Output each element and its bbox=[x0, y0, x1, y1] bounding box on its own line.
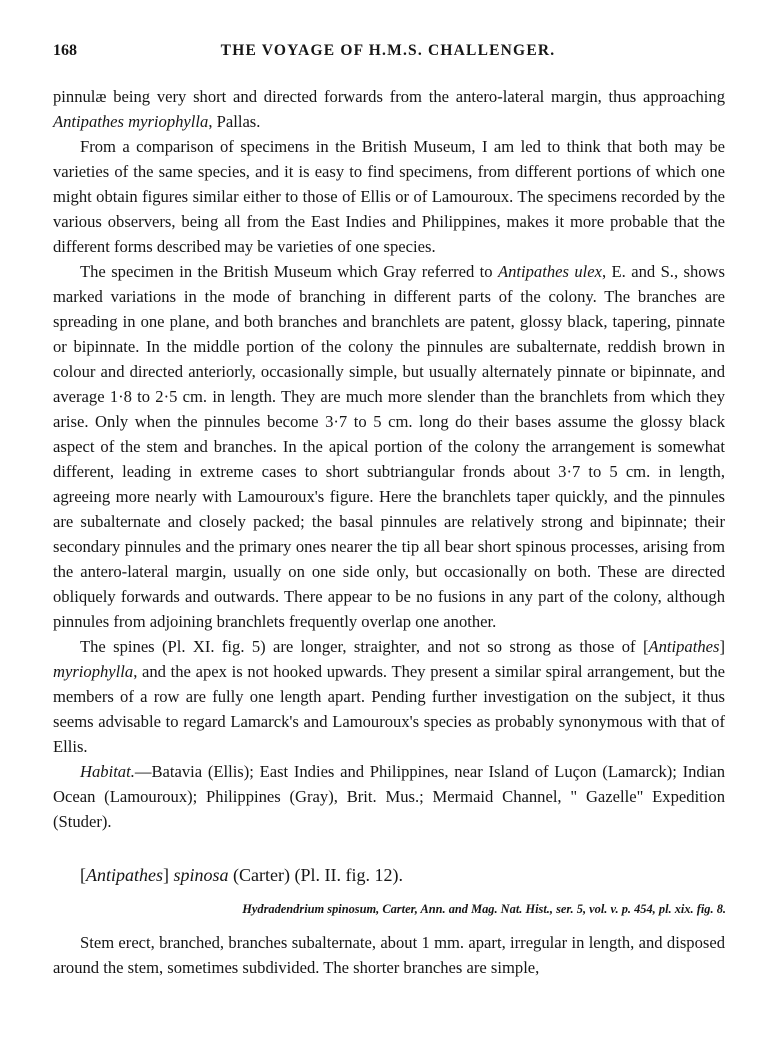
paragraph-1-text-b: , Pallas. bbox=[208, 112, 261, 131]
paragraph-4 bbox=[53, 634, 725, 759]
species-description bbox=[53, 930, 725, 980]
paragraph-4-text-b: ] bbox=[719, 637, 725, 656]
paragraph-habitat bbox=[53, 759, 725, 834]
paragraph-4-italic-2: myriophylla bbox=[53, 662, 134, 681]
habitat-text: —Batavia (Ellis); East Indies and Philippines, near Island of Luçon (Lamarck); Indian Ocean (Lamouroux); Philippines (Gray), Brit. Mus.; Mermaid Channel, " Gazelle" Expedition (Studer). bbox=[53, 762, 725, 831]
paragraph-4-italic-1: Antipathes bbox=[648, 637, 720, 656]
heading-genus: Antipathes bbox=[86, 865, 163, 885]
paragraph-1 bbox=[53, 84, 725, 134]
heading-rest: (Carter) (Pl. II. fig. 12). bbox=[228, 865, 403, 885]
species-heading bbox=[80, 865, 403, 886]
paragraph-4-text-a: The spines (Pl. XI. fig. 5) are longer, straighter, and not so strong as those of [ bbox=[80, 637, 649, 656]
paragraph-3-italic-1: Antipathes ulex bbox=[497, 262, 602, 281]
heading-species: spinosa bbox=[173, 865, 229, 885]
paragraph-3-text-b: , E. and S., shows marked variations in the mode of branching in different parts of the colony. The branches are spreading in one plane, and both branches and branchlets are patent, glossy black, tapering, pinnate or bipinnate. In the middle portion of the colony the pinnules are subalternate, reddish brown in colour and directed anteriorly, occasionally simple, but usually alternately pinnate or bipinnate, and average 1·8 to 2·5 cm. in length. They are much more slender than the branchlets from which they arise. Only when the pinnules become 3·7 to 5 cm. long do their bases assume the glossy black aspect of the stem and branches. In the apical portion of the colony the arrangement is somewhat different, leading in extreme cases to short subtriangular fronds about 3·7 to 5 cm. in length, agreeing more nearly with Lamouroux's figure. Here the branchlets taper quickly, and the pinnules are subalternate and closely packed; the basal pinnules are relatively strong and bipinnate; their secondary pinnules and the primary ones nearer the tip all bear short spinous processes, arising from the antero-lateral margin, usually on one side only, but occasionally on both. These are directed obliquely forwards and outwards. There appear to be no fusions in any part of the colony, although pinnules from adjoining branchlets frequently overlap one another. bbox=[53, 262, 725, 631]
heading-bracket-open: [ bbox=[80, 865, 86, 885]
paragraph-4-text-c: , and the apex is not hooked upwards. They present a similar spiral arrangement, but the members of a row are fully one length apart. Pending further investigation on the subject, it thus seems advisable to regard Lamarck's and Lamouroux's species as probably synonymous with that of Ellis. bbox=[53, 662, 725, 756]
page-number: 168 bbox=[53, 42, 77, 59]
habitat-label: Habitat. bbox=[80, 762, 135, 781]
synonym-citation: Hydradendrium spinosum, Carter, Ann. and Mag. Nat. Hist., ser. 5, vol. v. p. 454, pl. xix. fig. 8. bbox=[242, 902, 726, 916]
paragraph-2: From a comparison of specimens in the British Museum, I am led to think that both may be varieties of the same species, and it is easy to find specimens, from different portions of which one might obtain figures similar either to those of Ellis or of Lamouroux. The specimens recorded by the various observers, being all from the East Indies and Philippines, makes it more probable that the different forms described may be varieties of one species. bbox=[53, 137, 725, 256]
description-paragraph: Stem erect, branched, branches subalternate, about 1 mm. apart, irregular in length, and disposed around the stem, sometimes subdivided. The shorter branches are simple, bbox=[53, 933, 725, 977]
paragraph-3-text-a: The specimen in the British Museum which Gray referred to bbox=[80, 262, 498, 281]
paragraph-1-text-a: pinnulæ being very short and directed forwards from the antero-lateral margin, thus approaching bbox=[53, 87, 725, 106]
heading-bracket-close: ] bbox=[163, 865, 174, 885]
paragraph-1-italic-1: Antipathes myriophylla bbox=[53, 112, 209, 131]
body-text bbox=[53, 84, 725, 834]
paragraph-3 bbox=[53, 259, 725, 634]
page-header bbox=[53, 42, 723, 66]
running-title: THE VOYAGE OF H.M.S. CHALLENGER. bbox=[220, 42, 556, 59]
